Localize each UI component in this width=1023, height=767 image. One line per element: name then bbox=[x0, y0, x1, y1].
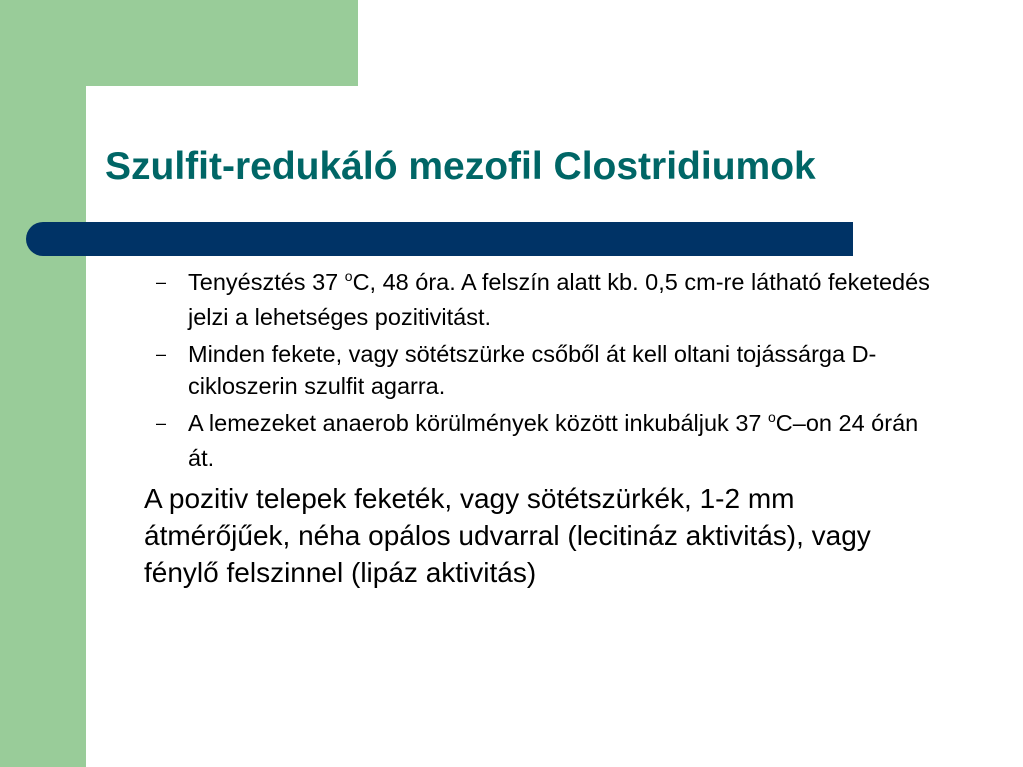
degree-superscript: o bbox=[344, 268, 353, 284]
left-green-band bbox=[0, 0, 86, 767]
bullet-text: Minden fekete, vagy sötétszürke csőből át kell oltani tojássárga D-cikloszerin szulfit agarra. bbox=[188, 341, 877, 399]
bullet-list bbox=[144, 266, 944, 474]
degree-superscript: o bbox=[768, 409, 776, 425]
bullet-item-anaerobic bbox=[144, 407, 944, 474]
dash-bullet-icon: – bbox=[156, 344, 167, 364]
bullet-text: C–on 24 órán át. bbox=[188, 410, 919, 471]
dash-bullet-icon: – bbox=[156, 272, 167, 292]
slide-title: Szulfit-redukáló mezofil Clostridiumok bbox=[105, 145, 816, 188]
bullet-item-transfer bbox=[144, 338, 944, 402]
title-underline-bar bbox=[26, 222, 853, 256]
slide-content bbox=[144, 266, 944, 591]
main-paragraph: A pozitiv telepek feketék, vagy sötétszürkék, 1-2 mm átmérőjűek, néha opálos udvarral (lecitináz aktivitás), vagy fénylő felszinnel (lipáz aktivitás) bbox=[144, 483, 871, 588]
bullet-item-incubation bbox=[144, 266, 944, 333]
bullet-text: A lemezeket anaerob körülmények között inkubáljuk 37 bbox=[188, 410, 768, 436]
dash-bullet-icon: – bbox=[156, 413, 167, 433]
bullet-text: C, 48 óra. A felszín alatt kb. 0,5 cm-re látható feketedés jelzi a lehetséges pozitivitást. bbox=[188, 269, 930, 330]
top-green-band bbox=[0, 0, 358, 86]
bullet-text: Tenyésztés 37 bbox=[188, 269, 345, 295]
